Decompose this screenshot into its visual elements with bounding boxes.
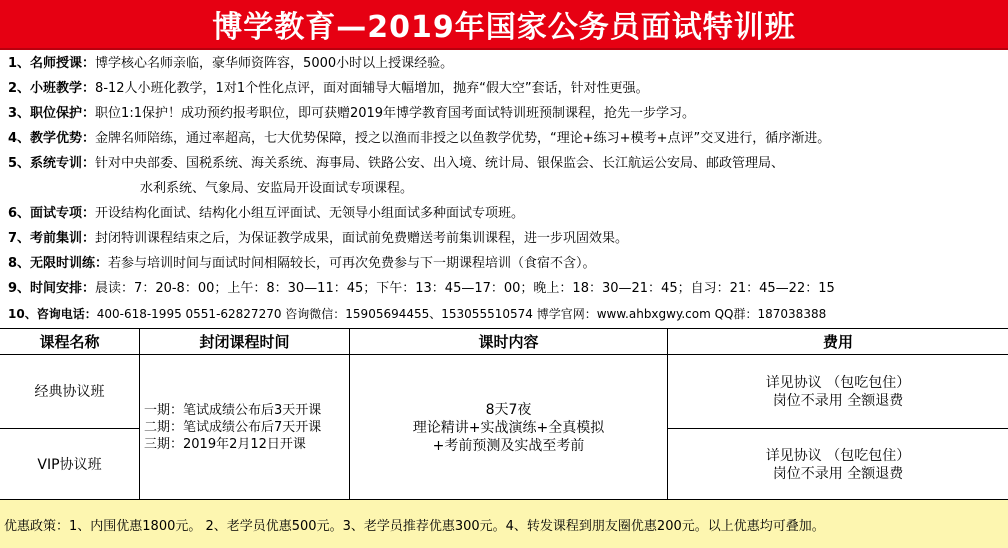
fee-text — [766, 447, 910, 483]
feature-body: 职位1:1保护！成功预约报考职位，即可获赠2019年博学教育国考面试特训班预制课程，抢先一步学习。 — [95, 106, 696, 121]
table-cell-course-name — [0, 428, 140, 500]
feature-head: 5、系统专训： — [8, 156, 96, 171]
course-table — [0, 328, 1008, 500]
feature-continuation: 水利系统、气象局、安监局开设面试专项课程。 — [140, 181, 414, 196]
feature-body: 晨读：7：20-8：00；上午：8：30—11：45；下午：13：45—17：00；晚上：18：30—21：45；自习：21：45—22：15 — [95, 281, 835, 296]
feature-list — [0, 50, 1008, 328]
discount-policy-bar — [0, 500, 1008, 548]
feature-head: 2、小班教学： — [8, 81, 96, 96]
title-banner — [0, 0, 1008, 50]
column-header-content: 课时内容 — [350, 329, 668, 355]
schedule-line: 一期：笔试成绩公布后3天开课 — [144, 403, 322, 418]
fee-line: 岗位不录用 全额退费 — [772, 392, 904, 409]
table-cell-content — [350, 355, 668, 500]
column-header-course: 课程名称 — [0, 329, 140, 355]
feature-head: 9、时间安排： — [8, 281, 96, 296]
feature-body: 8-12人小班化教学，1对1个性化点评，面对面辅导大幅增加，抛弃“假大空”套话，针对性更强。 — [95, 81, 649, 96]
feature-body: 针对中央部委、国税系统、海关系统、海事局、铁路公安、出入境、统计局、银保监会、长江航运公安局、邮政管理局、 — [95, 156, 785, 171]
content-line: 理论精讲+实战演练+全真模拟 — [412, 419, 605, 436]
feature-head: 8、无限时训练： — [8, 256, 109, 271]
feature-head: 3、职位保护： — [8, 106, 96, 121]
feature-item — [8, 252, 596, 276]
feature-body: 开设结构化面试、结构化小组互评面试、无领导小组面试多种面试专项班。 — [95, 206, 525, 221]
feature-body: 若参与培训时间与面试时间相隔较长，可再次免费参与下一期课程培训（食宿不含）。 — [108, 256, 596, 271]
feature-item — [8, 77, 649, 101]
discount-policy-text: 优惠政策：1、内围优惠1800元。 2、老学员优惠500元。3、老学员推荐优惠300元。4、转发课程到朋友圈优惠200元。以上优惠均可叠加。 — [4, 518, 825, 534]
feature-item — [8, 102, 695, 126]
course-name: 经典协议班 — [34, 383, 105, 400]
feature-head: 6、面试专项： — [8, 206, 96, 221]
feature-head: 1、名师授课： — [8, 56, 96, 71]
content-text — [413, 401, 604, 455]
page-title: 博学教育—2019年国家公务员面试特训班 — [212, 10, 796, 45]
schedule-line: 三期：2019年2月12日开课 — [144, 437, 306, 452]
feature-item — [8, 127, 830, 151]
fee-line: 岗位不录用 全额退费 — [772, 465, 904, 482]
feature-item — [8, 227, 628, 251]
content-line: +考前预测及实战至考前 — [432, 437, 585, 454]
table-cell-fee — [668, 428, 1008, 500]
content-line: 8天7夜 — [485, 401, 532, 418]
table-cell-fee — [668, 355, 1008, 428]
feature-body: 博学核心名师亲临，豪华师资阵容，5000小时以上授课经验。 — [95, 56, 454, 71]
feature-item — [8, 277, 835, 301]
table-cell-course-name — [0, 355, 140, 428]
contact-item — [8, 302, 826, 326]
feature-body: 金牌名师陪练，通过率超高，七大优势保障，授之以渔而非授之以鱼教学优势，“理论+练习+模考+点评”交叉进行，循序渐进。 — [95, 131, 831, 146]
fee-line: 详见协议 （包吃包住） — [765, 374, 911, 391]
column-header-fee: 费用 — [668, 329, 1008, 355]
feature-head: 10、咨询电话： — [8, 307, 97, 321]
feature-item — [8, 202, 524, 226]
feature-body: 封闭特训课程结束之后，为保证教学成果，面试前免费赠送考前集训课程，进一步巩固效果。 — [95, 231, 629, 246]
feature-item — [8, 52, 453, 76]
feature-head: 7、考前集训： — [8, 231, 96, 246]
column-header-time: 封闭课程时间 — [140, 329, 350, 355]
contact-info: 400-618-1995 0551-62827270 咨询微信：15905694455、153055510574 博学官网：www.ahbxgwy.com QQ群：187038388 — [96, 307, 827, 321]
course-name: VIP协议班 — [37, 456, 102, 473]
schedule-line: 二期：笔试成绩公布后7天开课 — [144, 420, 322, 435]
feature-item — [8, 152, 784, 176]
schedule-text — [140, 402, 321, 453]
fee-text — [766, 374, 910, 410]
table-cell-schedule — [140, 355, 350, 500]
feature-head: 4、教学优势： — [8, 131, 96, 146]
fee-line: 详见协议 （包吃包住） — [765, 447, 911, 464]
